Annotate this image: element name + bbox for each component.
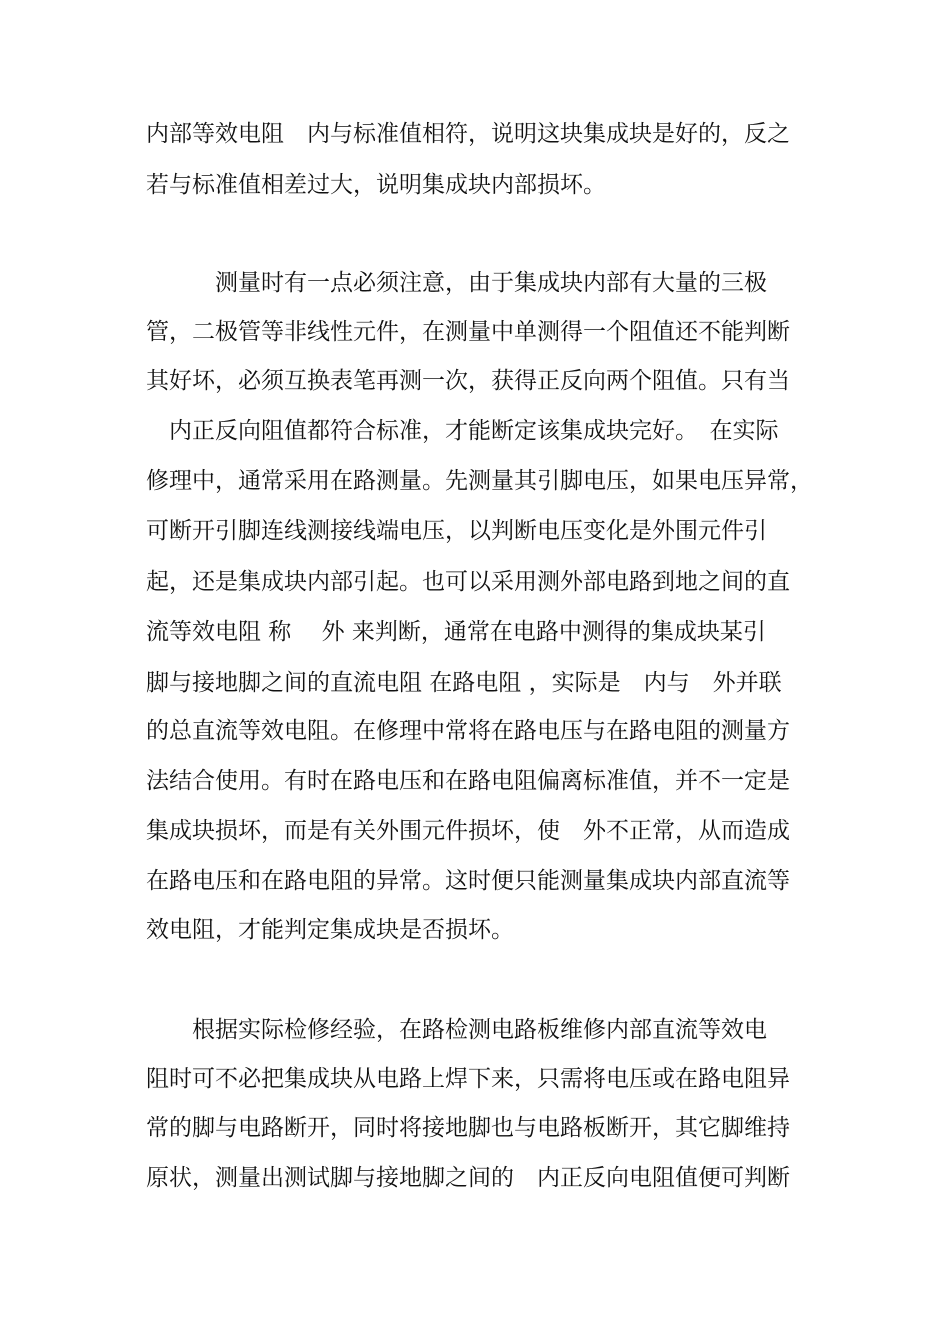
paragraph-1-line-2: 若与标准值相差过大，说明集成块内部损坏。 [146,172,606,198]
paragraph-2-line-4: 内正反向阻值都符合标准，才能断定该集成块完好。 在实际 [146,418,779,444]
paragraph-3-line-2: 阻时可不必把集成块从电路上焊下来，只需将电压或在路电阻异 [146,1066,790,1092]
paragraph-2-line-12: 集成块损坏，而是有关外围元件损坏，使 外不正常，从而造成 [146,818,790,844]
paragraph-2-line-3: 其好坏，必须互换表笔再测一次，获得正反向两个阻值。只有当 [146,368,790,394]
paragraph-2-line-7: 起，还是集成块内部引起。也可以采用测外部电路到地之间的直 [146,569,790,595]
paragraph-3-line-4: 原状，测量出测试脚与接地脚之间的 内正反向电阻值便可判断 [146,1165,790,1191]
paragraph-2-line-11: 法结合使用。有时在路电压和在路电阻偏离标准值，并不一定是 [146,768,790,794]
paragraph-2-line-8: 流等效电阻 称 外 来判断，通常在电路中测得的集成块某引 [146,619,766,645]
paragraph-2-line-10: 的总直流等效电阻。在修理中常将在路电压与在路电阻的测量方 [146,718,790,744]
paragraph-2-line-2: 管，二极管等非线性元件，在测量中单测得一个阻值还不能判断 [146,319,790,345]
paragraph-2-line-13: 在路电压和在路电阻的异常。这时便只能测量集成块内部直流等 [146,868,790,894]
paragraph-3-line-3: 常的脚与电路断开，同时将接地脚也与电路板断开，其它脚维持 [146,1115,790,1141]
paragraph-2-line-1: 测量时有一点必须注意，由于集成块内部有大量的三极 [146,270,767,296]
paragraph-2-line-6: 可断开引脚连线测接线端电压，以判断电压变化是外围元件引 [146,518,767,544]
paragraph-2-line-5: 修理中，通常采用在路测量。先测量其引脚电压，如果电压异常， [146,468,813,494]
paragraph-3-line-1: 根据实际检修经验，在路检测电路板维修内部直流等效电 [146,1017,767,1043]
paragraph-1-line-1: 内部等效电阻 内与标准值相符，说明这块集成块是好的，反之 [146,121,790,147]
paragraph-2-line-14: 效电阻，才能判定集成块是否损坏。 [146,917,514,943]
paragraph-2-line-9: 脚与接地脚之间的直流电阻 在路电阻 ，实际是 内与 外并联 [146,670,782,696]
